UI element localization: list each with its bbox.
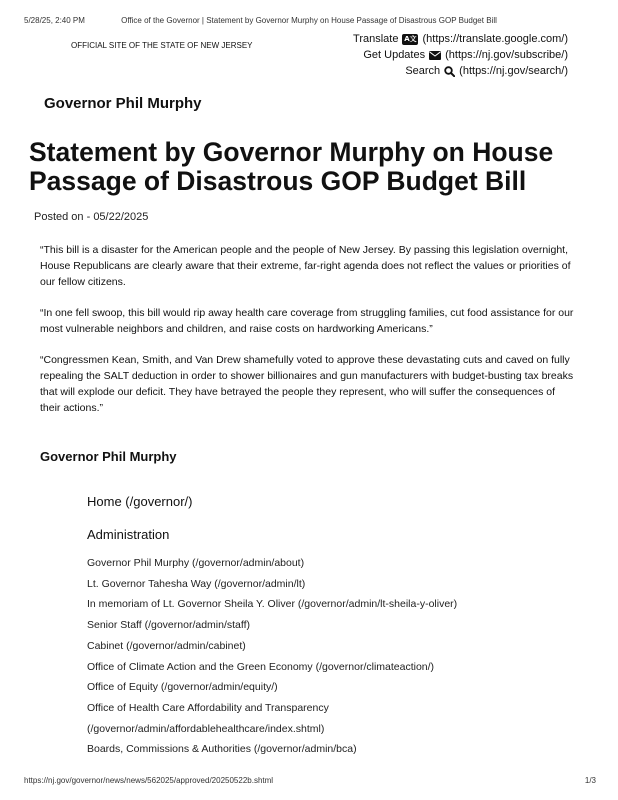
official-site-label: OFFICIAL SITE OF THE STATE OF NEW JERSEY [71,41,253,50]
search-icon [444,66,455,77]
print-page-number: 1/3 [584,776,596,785]
translate-url: (https://translate.google.com/) [422,33,568,45]
statement-paragraph-2: “In one fell swoop, this bill would rip away health care coverage from struggling families, cut food assistance for our most vulnerable neighbors and children, and raise costs on hardworking Americans.” [40,307,574,335]
admin-nav-item-climate-action[interactable]: Office of Climate Action and the Green Economy (/governor/climateaction/) [87,660,435,673]
print-datetime: 5/28/25, 2:40 PM [24,16,85,25]
print-header [0,16,618,28]
admin-nav-item-senior-staff[interactable]: Senior Staff (/governor/admin/staff) [87,619,251,632]
get-updates-link[interactable] [363,49,568,61]
admin-nav-item-equity[interactable]: Office of Equity (/governor/admin/equity/) [87,681,278,694]
statement-paragraph-3: “Congressmen Kean, Smith, and Van Drew shamefully voted to approve these devastating cuts and caved on fully repealing the SALT deduction in order to shower billionaires and gun manufacturers with budget-busting tax breaks that will explode our deficit. They have betrayed the people they represent, who will suffer the consequences of their actions.” [40,354,574,414]
search-url: (https://nj.gov/search/) [459,65,568,77]
footer-nav-home-link[interactable]: Home (/governor/) [87,494,193,509]
search-link[interactable] [405,65,568,77]
admin-nav-item-governor[interactable]: Governor Phil Murphy (/governor/admin/about) [87,557,305,569]
search-label: Search [405,65,441,77]
footer-brand: Governor Phil Murphy [40,449,177,464]
translate-icon: A文 [404,34,417,43]
administration-nav-list [87,553,557,760]
posted-date: Posted on - 05/22/2025 [34,211,149,223]
page-title: Statement by Governor Murphy on House Passage of Disastrous GOP Budget Bill [29,137,554,196]
print-footer [0,776,618,788]
governor-brand-link[interactable]: Governor Phil Murphy [44,95,202,112]
admin-nav-item-health-care-affordability[interactable]: Office of Health Care Affordability and Transparency [87,701,329,714]
translate-label: Translate [353,33,399,45]
print-url: https://nj.gov/governor/news/news/562025/approved/20250522b.shtml [24,776,274,785]
translate-link[interactable] [353,33,568,45]
admin-nav-item-cabinet[interactable]: Cabinet (/governor/admin/cabinet) [87,639,246,652]
envelope-icon [429,51,441,60]
print-page-title: Office of the Governor | Statement by Governor Murphy on House Passage of Disastrous GOP Budget Bill [121,16,497,25]
get-updates-url: (https://nj.gov/subscribe/) [445,49,568,61]
admin-nav-item-lt-governor[interactable]: Lt. Governor Tahesha Way (/governor/admin/lt) [87,577,306,590]
admin-nav-item-health-care-affordability-url[interactable]: (/governor/admin/affordablehealthcare/index.shtml) [87,722,325,735]
admin-nav-item-boards-commissions[interactable]: Boards, Commissions & Authorities (/governor/admin/bca) [87,743,357,756]
get-updates-label: Get Updates [363,49,426,61]
statement-paragraph-1: “This bill is a disaster for the American people and the people of New Jersey. By passing this legislation overnight, House Republicans are clearly aware that their extreme, far-right agenda does not reflect the values or priorities of our fellow citizens. [40,244,571,288]
footer-nav-administration-heading: Administration [87,527,170,542]
admin-nav-item-in-memoriam[interactable]: In memoriam of Lt. Governor Sheila Y. Oliver (/governor/admin/lt-sheila-y-oliver) [87,598,458,611]
